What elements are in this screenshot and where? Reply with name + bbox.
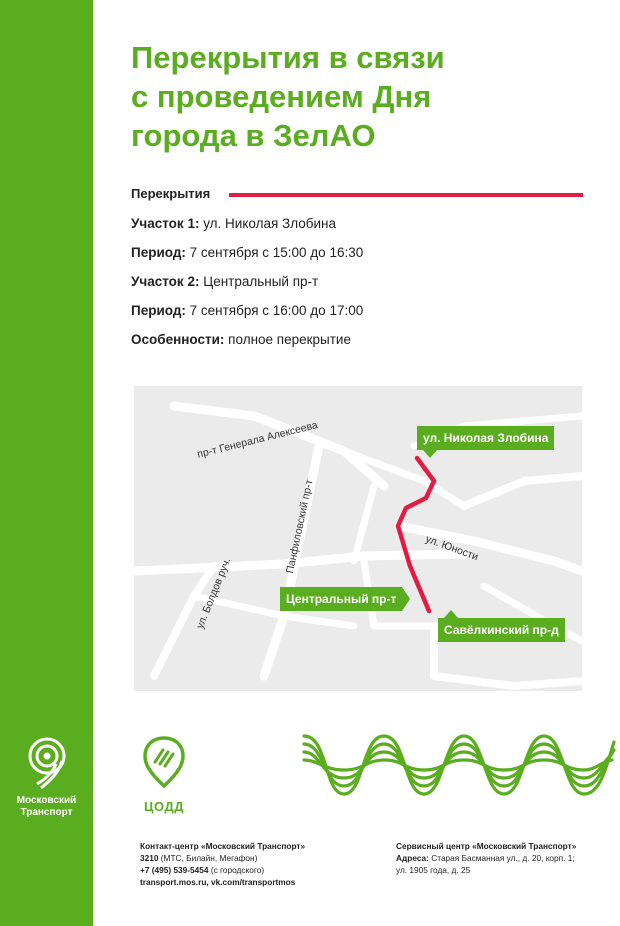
callout-central-text: Центральный пр-т <box>286 592 397 606</box>
service-address-2: ул. 1905 года, д. 25 <box>396 865 471 875</box>
street-label-alekseeva: пр-т Генерала Алексеева <box>196 419 319 461</box>
callout-pointer <box>402 587 410 611</box>
callout-pointer <box>444 610 458 618</box>
contact-title: Контакт-центр «Московский Транспорт» <box>140 841 306 851</box>
info-value: 7 сентября с 15:00 до 16:30 <box>189 245 364 260</box>
wave-pattern <box>300 732 618 804</box>
mt-logo-line1: Московский <box>16 795 77 806</box>
footer-service-center <box>396 840 576 876</box>
service-address-label: Адреса: <box>396 853 429 863</box>
title-line-3: города в ЗелАО <box>131 118 376 153</box>
info-segment-1 <box>131 216 336 231</box>
info-value: Центральный пр-т <box>203 274 319 289</box>
service-address-1 <box>396 852 576 864</box>
moscow-transport-logo <box>0 736 93 819</box>
info-value: полное перекрытие <box>228 332 351 347</box>
codd-logo <box>134 734 194 814</box>
section-header <box>131 186 583 204</box>
codd-icon <box>139 734 189 790</box>
callout-savelkinsky <box>438 618 565 642</box>
contact-phone-2-note: (с городского) <box>208 865 265 875</box>
footer-contact-center <box>140 840 305 888</box>
info-value: ул. Николая Злобина <box>203 216 336 231</box>
info-period-1 <box>131 245 363 260</box>
street-label-panfilovsky: Панфиловский пр-т <box>284 478 316 575</box>
page-title <box>131 38 591 155</box>
section-divider <box>229 193 583 197</box>
info-value: 7 сентября с 16:00 до 17:00 <box>189 303 364 318</box>
closure-map <box>134 386 582 691</box>
contact-phone-2 <box>140 864 305 876</box>
info-segment-2 <box>131 274 318 289</box>
info-label: Особенности: <box>131 332 225 347</box>
road-diag-1 <box>344 451 464 506</box>
codd-label: ЦОДД <box>144 799 184 814</box>
road-diag-2 <box>354 486 374 561</box>
contact-web-links[interactable]: transport.mos.ru, vk.com/transportmos <box>140 877 296 887</box>
road-yunosti <box>399 526 582 571</box>
mt-logo-line2: Транспорт <box>20 807 73 818</box>
road-east <box>464 476 582 506</box>
title-line-1: Перекрытия в связи <box>131 40 445 75</box>
callout-pointer <box>423 450 437 458</box>
contact-phone-2-number: +7 (495) 539-5454 <box>140 865 209 875</box>
moscow-transport-9-icon <box>23 736 71 790</box>
service-title: Сервисный центр «Московский Транспорт» <box>396 841 577 851</box>
contact-phone-1 <box>140 852 305 864</box>
info-features <box>131 332 351 347</box>
info-label: Период: <box>131 245 186 260</box>
contact-phone-1-note: (МТС, Билайн, Мегафон) <box>158 853 258 863</box>
contact-phone-1-number: 3210 <box>140 853 159 863</box>
info-label: Участок 2: <box>131 274 200 289</box>
title-line-2: с проведением Дня <box>131 79 432 114</box>
section-label: Перекрытия <box>131 186 211 201</box>
info-label: Период: <box>131 303 186 318</box>
callout-zlobina <box>417 426 554 450</box>
info-label: Участок 1: <box>131 216 200 231</box>
street-label-boldov: ул. Болдов руч. <box>194 556 234 631</box>
callout-savelkinsky-text: Савёлкинский пр-д <box>444 623 559 637</box>
callout-central <box>280 587 402 611</box>
info-period-2 <box>131 303 363 318</box>
street-label-yunosti: ул. Юности <box>423 533 480 564</box>
callout-zlobina-text: ул. Николая Злобина <box>423 431 549 445</box>
service-address-1-text: Старая Басманная ул., д. 20, корп. 1; <box>428 853 575 863</box>
